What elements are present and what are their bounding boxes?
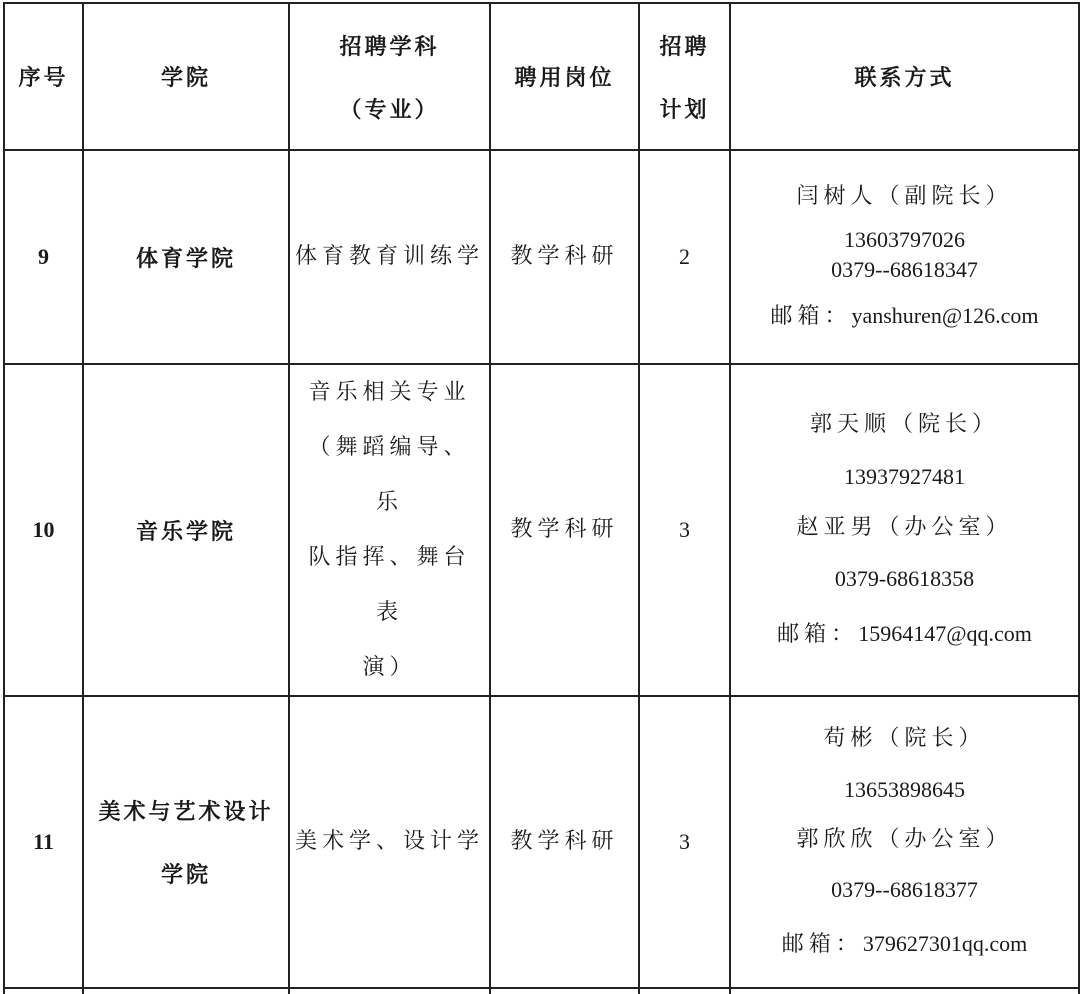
subject-line: （舞蹈编导、乐: [308, 435, 471, 515]
row-plan: 2: [639, 150, 730, 364]
subject-line: 队指挥、舞台表: [308, 545, 471, 625]
row-college: 音乐学院: [83, 364, 289, 696]
row-index: 9: [4, 150, 83, 364]
college-line: 美术与艺术设计: [98, 799, 274, 825]
contact-person: 郭天顺（院长）: [809, 412, 999, 438]
contact-email: 邮箱：379627301qq.com: [781, 930, 1028, 957]
contact-phone: 0379--68618377: [831, 876, 978, 902]
row-position: 教学科研: [490, 696, 639, 988]
row-index: 10: [4, 364, 83, 696]
contact-phone: 13937927481: [844, 463, 965, 489]
row-contact: [730, 364, 1079, 696]
row-contact: [730, 150, 1079, 364]
row-plan: 3: [639, 696, 730, 988]
row-index: 11: [4, 696, 83, 988]
header-plan-line1: 招聘: [659, 33, 710, 60]
row-position: 教学科研: [490, 364, 639, 696]
college-line: 学院: [160, 862, 211, 888]
header-subject: [289, 3, 490, 150]
header-position: 聘用岗位: [490, 3, 639, 150]
contact-email: 邮箱：15964147@qq.com: [777, 620, 1032, 647]
subject-line: 演）: [362, 655, 417, 680]
contact-person: 郭欣欣（办公室）: [796, 826, 1013, 852]
header-subject-line2: （专业）: [339, 96, 440, 123]
header-college: 学院: [83, 3, 289, 150]
row-position: 教学科研: [490, 150, 639, 364]
table-row: [4, 364, 1079, 696]
header-contact: 联系方式: [730, 3, 1079, 150]
contact-email: 邮箱：yanshuren@126.com: [770, 302, 1039, 329]
row-plan: 3: [639, 364, 730, 696]
row-college: 体育学院: [83, 150, 289, 364]
table-row-partial: [4, 988, 1079, 994]
row-contact: [730, 696, 1079, 988]
contact-person: 苟彬（院长）: [823, 726, 986, 752]
header-plan-line2: 计划: [659, 96, 710, 123]
row-subject: 体育教育训练学: [289, 150, 490, 364]
header-subject-line1: 招聘学科: [339, 33, 440, 60]
contact-person: 赵亚男（办公室）: [796, 514, 1013, 540]
contact-phone: 13603797026: [844, 226, 965, 252]
contact-person: 闫树人（副院长）: [796, 184, 1013, 210]
header-plan: [639, 3, 730, 150]
recruitment-table: [3, 2, 1080, 994]
header-row: [4, 3, 1079, 150]
subject-line: 音乐相关专业: [308, 380, 471, 405]
contact-phone: 0379--68618347: [831, 256, 978, 282]
table-row: [4, 696, 1079, 988]
contact-phone: 0379-68618358: [834, 565, 975, 591]
contact-phone: 13653898645: [844, 776, 965, 802]
row-subject: 美术学、设计学: [289, 696, 490, 988]
header-index: 序号: [4, 3, 83, 150]
table-row: [4, 150, 1079, 364]
row-college: [83, 696, 289, 988]
row-subject: [289, 364, 490, 696]
